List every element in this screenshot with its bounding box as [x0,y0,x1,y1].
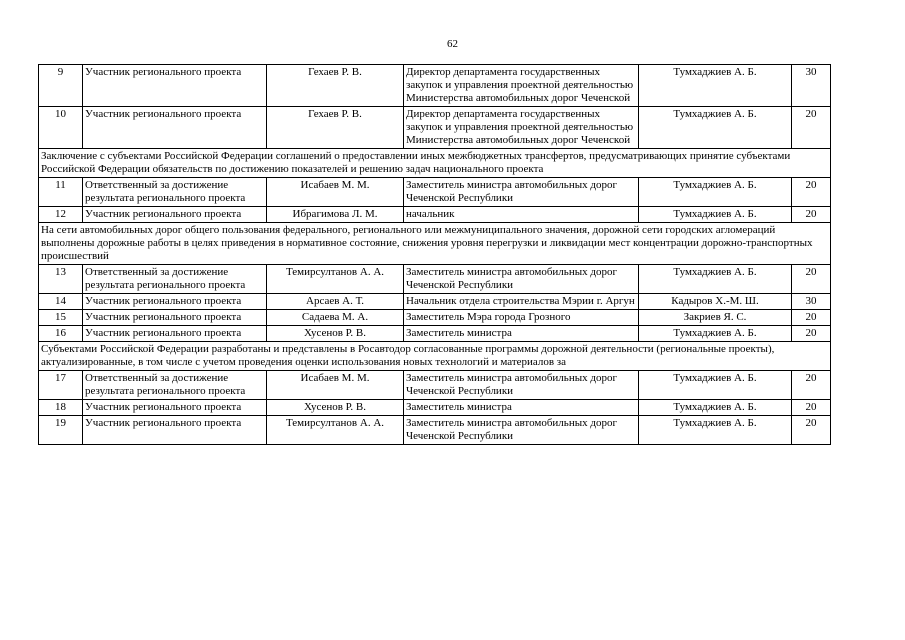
row-percent: 20 [792,326,831,342]
row-role: Участник регионального проекта [83,207,267,223]
row-percent: 20 [792,207,831,223]
table-row [39,265,831,294]
row-responsible: Закриев Я. С. [639,310,792,326]
row-position: Начальник отдела строительства Мэрии г. Аргун [404,294,639,310]
table-row [39,400,831,416]
row-number: 18 [39,400,83,416]
row-name: Исабаев М. М. [267,178,404,207]
table-row [39,207,831,223]
row-responsible: Тумхаджиев А. Б. [639,178,792,207]
row-role: Ответственный за достижение результата регионального проекта [83,371,267,400]
row-responsible: Тумхаджиев А. Б. [639,107,792,149]
row-role: Участник регионального проекта [83,65,267,107]
row-responsible: Тумхаджиев А. Б. [639,265,792,294]
section-text: Заключение с субъектами Российской Федерации соглашений о предоставлении иных межбюджетных трансфертов, предусматривающих принятие субъектами Российской Федерации обязательств по достижению показателей и решению задач национального проекта [39,149,831,178]
section-text: Субъектами Российской Федерации разработаны и представлены в Росавтодор согласованные программы дорожной деятельности (региональные проекты), актуализированные, в том числе с учетом проведения оценки использования новых технологий и материалов за [39,342,831,371]
row-name: Гехаев Р. В. [267,107,404,149]
row-number: 15 [39,310,83,326]
section-row [39,149,831,178]
row-responsible: Тумхаджиев А. Б. [639,371,792,400]
row-name: Гехаев Р. В. [267,65,404,107]
row-name: Ибрагимова Л. М. [267,207,404,223]
row-responsible: Кадыров Х.-М. Ш. [639,294,792,310]
row-responsible: Тумхаджиев А. Б. [639,65,792,107]
row-number: 16 [39,326,83,342]
table-row [39,294,831,310]
row-number: 14 [39,294,83,310]
row-number: 9 [39,65,83,107]
row-percent: 20 [792,178,831,207]
row-position: Заместитель Мэра города Грозного [404,310,639,326]
row-name: Арсаев А. Т. [267,294,404,310]
row-number: 17 [39,371,83,400]
section-row [39,223,831,265]
row-name: Исабаев М. М. [267,371,404,400]
row-role: Участник регионального проекта [83,326,267,342]
row-percent: 20 [792,310,831,326]
row-position: Заместитель министра [404,400,639,416]
row-number: 19 [39,416,83,445]
row-percent: 30 [792,294,831,310]
row-position: Заместитель министра автомобильных дорог Чеченской Республики [404,265,639,294]
row-name: Садаева М. А. [267,310,404,326]
row-role: Участник регионального проекта [83,416,267,445]
row-role: Участник регионального проекта [83,310,267,326]
row-number: 12 [39,207,83,223]
section-row [39,342,831,371]
row-role: Участник регионального проекта [83,107,267,149]
table-row [39,310,831,326]
row-responsible: Тумхаджиев А. Б. [639,207,792,223]
row-role: Участник регионального проекта [83,400,267,416]
row-role: Участник регионального проекта [83,294,267,310]
row-role: Ответственный за достижение результата регионального проекта [83,265,267,294]
row-percent: 20 [792,265,831,294]
table-body [39,65,831,445]
row-position: Заместитель министра автомобильных дорог Чеченской Республики [404,178,639,207]
row-position: начальник [404,207,639,223]
table-row [39,326,831,342]
table-row [39,416,831,445]
table-row [39,371,831,400]
participants-table [38,64,831,445]
row-responsible: Тумхаджиев А. Б. [639,326,792,342]
row-position: Директор департамента государственных закупок и управления проектной деятельностью Министерства автомобильных дорог Чеченской [404,65,639,107]
table-row [39,65,831,107]
row-position: Заместитель министра автомобильных дорог Чеченской Республики [404,371,639,400]
row-percent: 20 [792,400,831,416]
row-percent: 20 [792,416,831,445]
row-percent: 30 [792,65,831,107]
table-row [39,107,831,149]
row-name: Хусенов Р. В. [267,400,404,416]
row-percent: 20 [792,107,831,149]
row-number: 11 [39,178,83,207]
row-position: Директор департамента государственных закупок и управления проектной деятельностью Министерства автомобильных дорог Чеченской [404,107,639,149]
row-number: 10 [39,107,83,149]
row-position: Заместитель министра автомобильных дорог Чеченской Республики [404,416,639,445]
page-number: 62 [447,38,458,50]
row-name: Хусенов Р. В. [267,326,404,342]
row-name: Темирсултанов А. А. [267,416,404,445]
section-text: На сети автомобильных дорог общего пользования федерального, регионального или межмуниципального значения, дорожной сети городских агломераций выполнены дорожные работы в целях приведения в нормативное состояние, снижения уровня перегрузки и ликвидации мест концентрации дорожно-транспортных происшествий [39,223,831,265]
row-percent: 20 [792,371,831,400]
row-responsible: Тумхаджиев А. Б. [639,416,792,445]
row-number: 13 [39,265,83,294]
row-responsible: Тумхаджиев А. Б. [639,400,792,416]
row-name: Темирсултанов А. А. [267,265,404,294]
row-role: Ответственный за достижение результата регионального проекта [83,178,267,207]
row-position: Заместитель министра [404,326,639,342]
table-row [39,178,831,207]
